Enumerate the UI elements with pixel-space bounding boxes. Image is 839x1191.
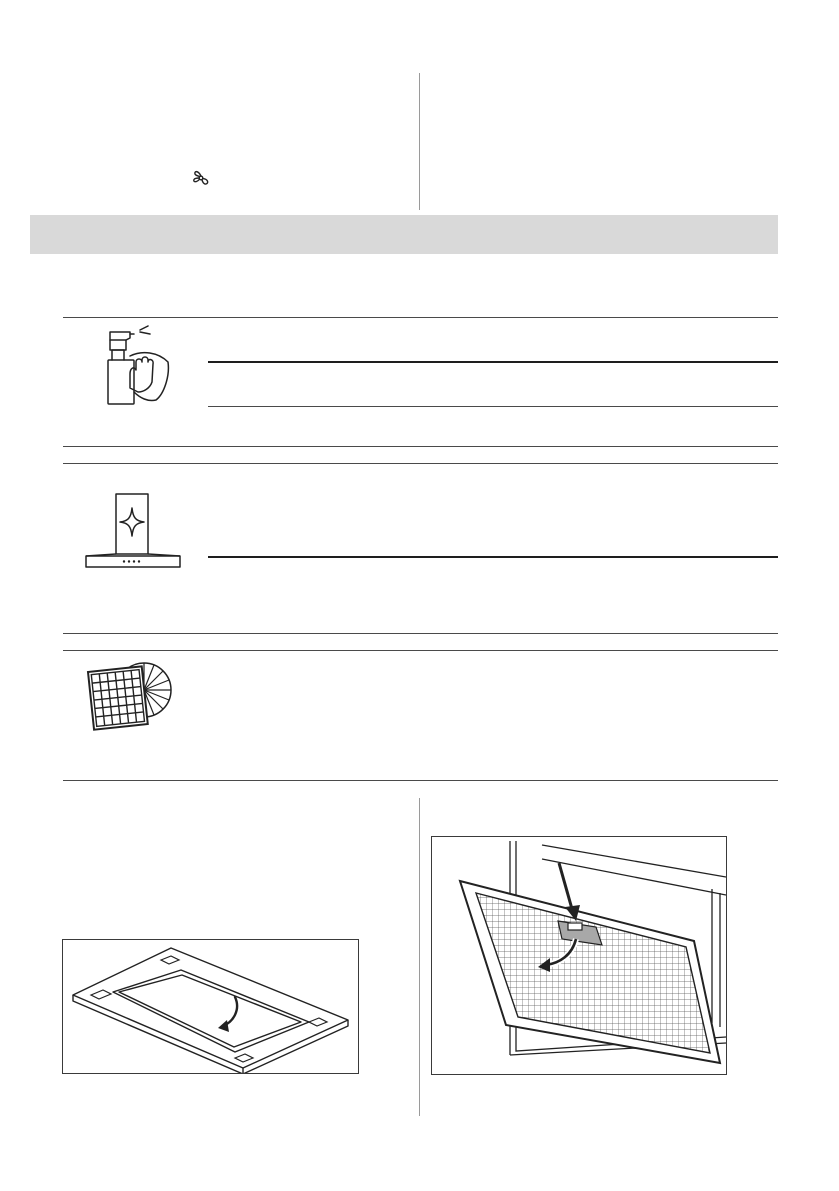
spray-and-cloth-icon [100, 322, 172, 411]
table-rule [63, 780, 778, 781]
fan-icon [190, 167, 212, 194]
bottom-column-divider [419, 798, 420, 1116]
top-column-divider [419, 73, 420, 210]
table-rule [63, 650, 778, 651]
table-inner-rule [208, 556, 778, 558]
grease-filter-release-figure [431, 836, 727, 1075]
table-rule [63, 446, 778, 447]
table-rule [63, 463, 778, 464]
grease-and-charcoal-filter-icon [80, 656, 176, 741]
cooker-hood-sparkle-icon [84, 492, 182, 575]
table-rule [63, 633, 778, 634]
table-inner-rule [208, 361, 778, 363]
table-rule [63, 317, 778, 318]
table-inner-rule [208, 406, 778, 407]
ceiling-hood-filter-removal-figure [62, 939, 359, 1074]
section-header-bar [30, 215, 778, 254]
